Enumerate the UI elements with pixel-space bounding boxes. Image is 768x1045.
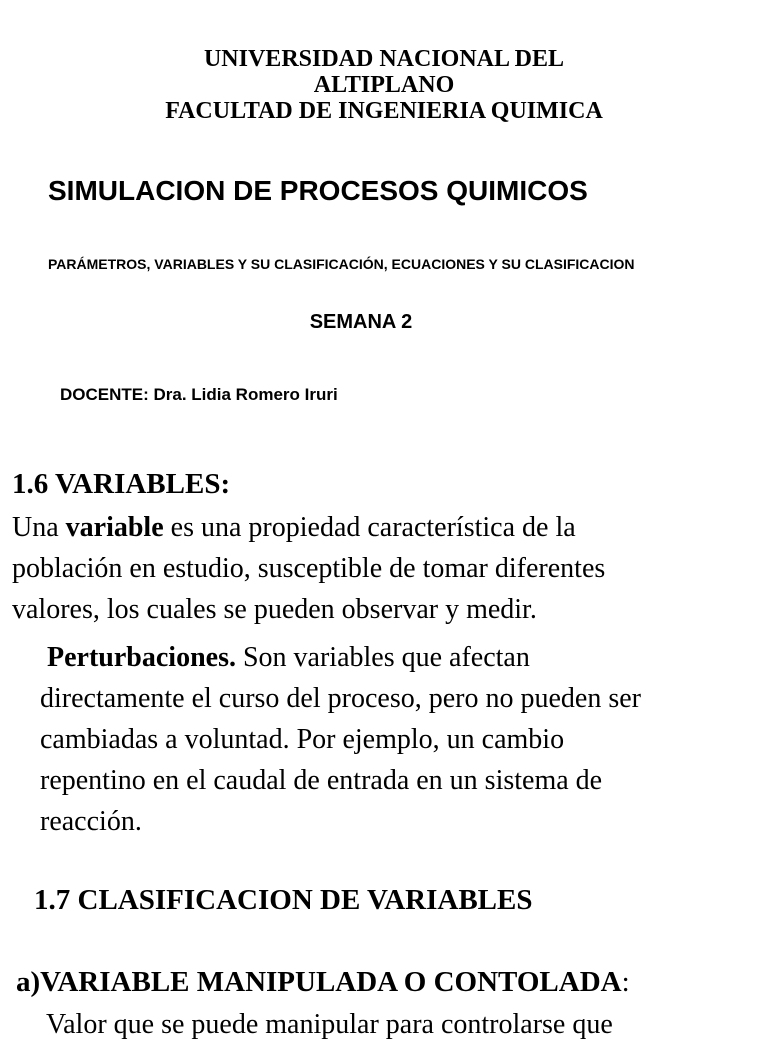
definition-line-2: población en estudio, susceptible de tomar diferentes — [12, 553, 606, 584]
perturbaciones-line-2: directamente el curso del proceso, pero no pueden ser — [40, 683, 641, 714]
perturbaciones-line-1-rest: Son variables que afectan — [235, 642, 530, 673]
perturbaciones-line-4: repentino en el caudal de entrada en un sistema de — [40, 765, 603, 796]
variable-definition — [12, 507, 762, 630]
definition-line-3: valores, los cuales se pueden observar y medir. — [12, 594, 537, 625]
item-a-label: a)VARIABLE MANIPULADA O CONTOLADA — [16, 966, 622, 998]
topics-subtitle: PARÁMETROS, VARIABLES Y SU CLASIFICACIÓN, ECUACIONES Y SU CLASIFICACION — [48, 256, 635, 272]
section-heading-classification: 1.7 CLASIFICACION DE VARIABLES — [34, 884, 533, 916]
week-label: SEMANA 2 — [309, 311, 413, 333]
course-title: SIMULACION DE PROCESOS QUIMICOS — [48, 175, 588, 206]
faculty-name: FACULTAD DE INGENIERIA QUIMICA — [165, 98, 603, 124]
definition-term: variable — [65, 512, 164, 543]
definition-line-1-pre: Una — [12, 512, 66, 543]
university-name-line2: ALTIPLANO — [313, 72, 455, 98]
university-name-line1: UNIVERSIDAD NACIONAL DEL — [203, 46, 565, 72]
definition-line-1 — [12, 507, 762, 548]
perturbaciones-line-3: cambiadas a voluntad. Por ejemplo, un cambio — [40, 724, 565, 755]
teacher-label: DOCENTE: Dra. Lidia Romero Iruri — [60, 385, 338, 404]
perturbaciones-line-1 — [40, 637, 760, 678]
definition-line-1-post: es una propiedad característica de la — [163, 512, 576, 543]
university-header — [0, 46, 768, 124]
item-a-heading — [16, 963, 630, 1001]
perturbaciones-line-5: reacción. — [40, 806, 142, 837]
perturbaciones-paragraph — [40, 637, 760, 842]
item-a-colon: : — [621, 966, 630, 998]
perturbaciones-term: Perturbaciones. — [47, 642, 236, 673]
section-heading-variables: 1.6 VARIABLES: — [12, 468, 231, 500]
item-a-text: Valor que se puede manipular para controlarse que — [46, 1009, 613, 1040]
